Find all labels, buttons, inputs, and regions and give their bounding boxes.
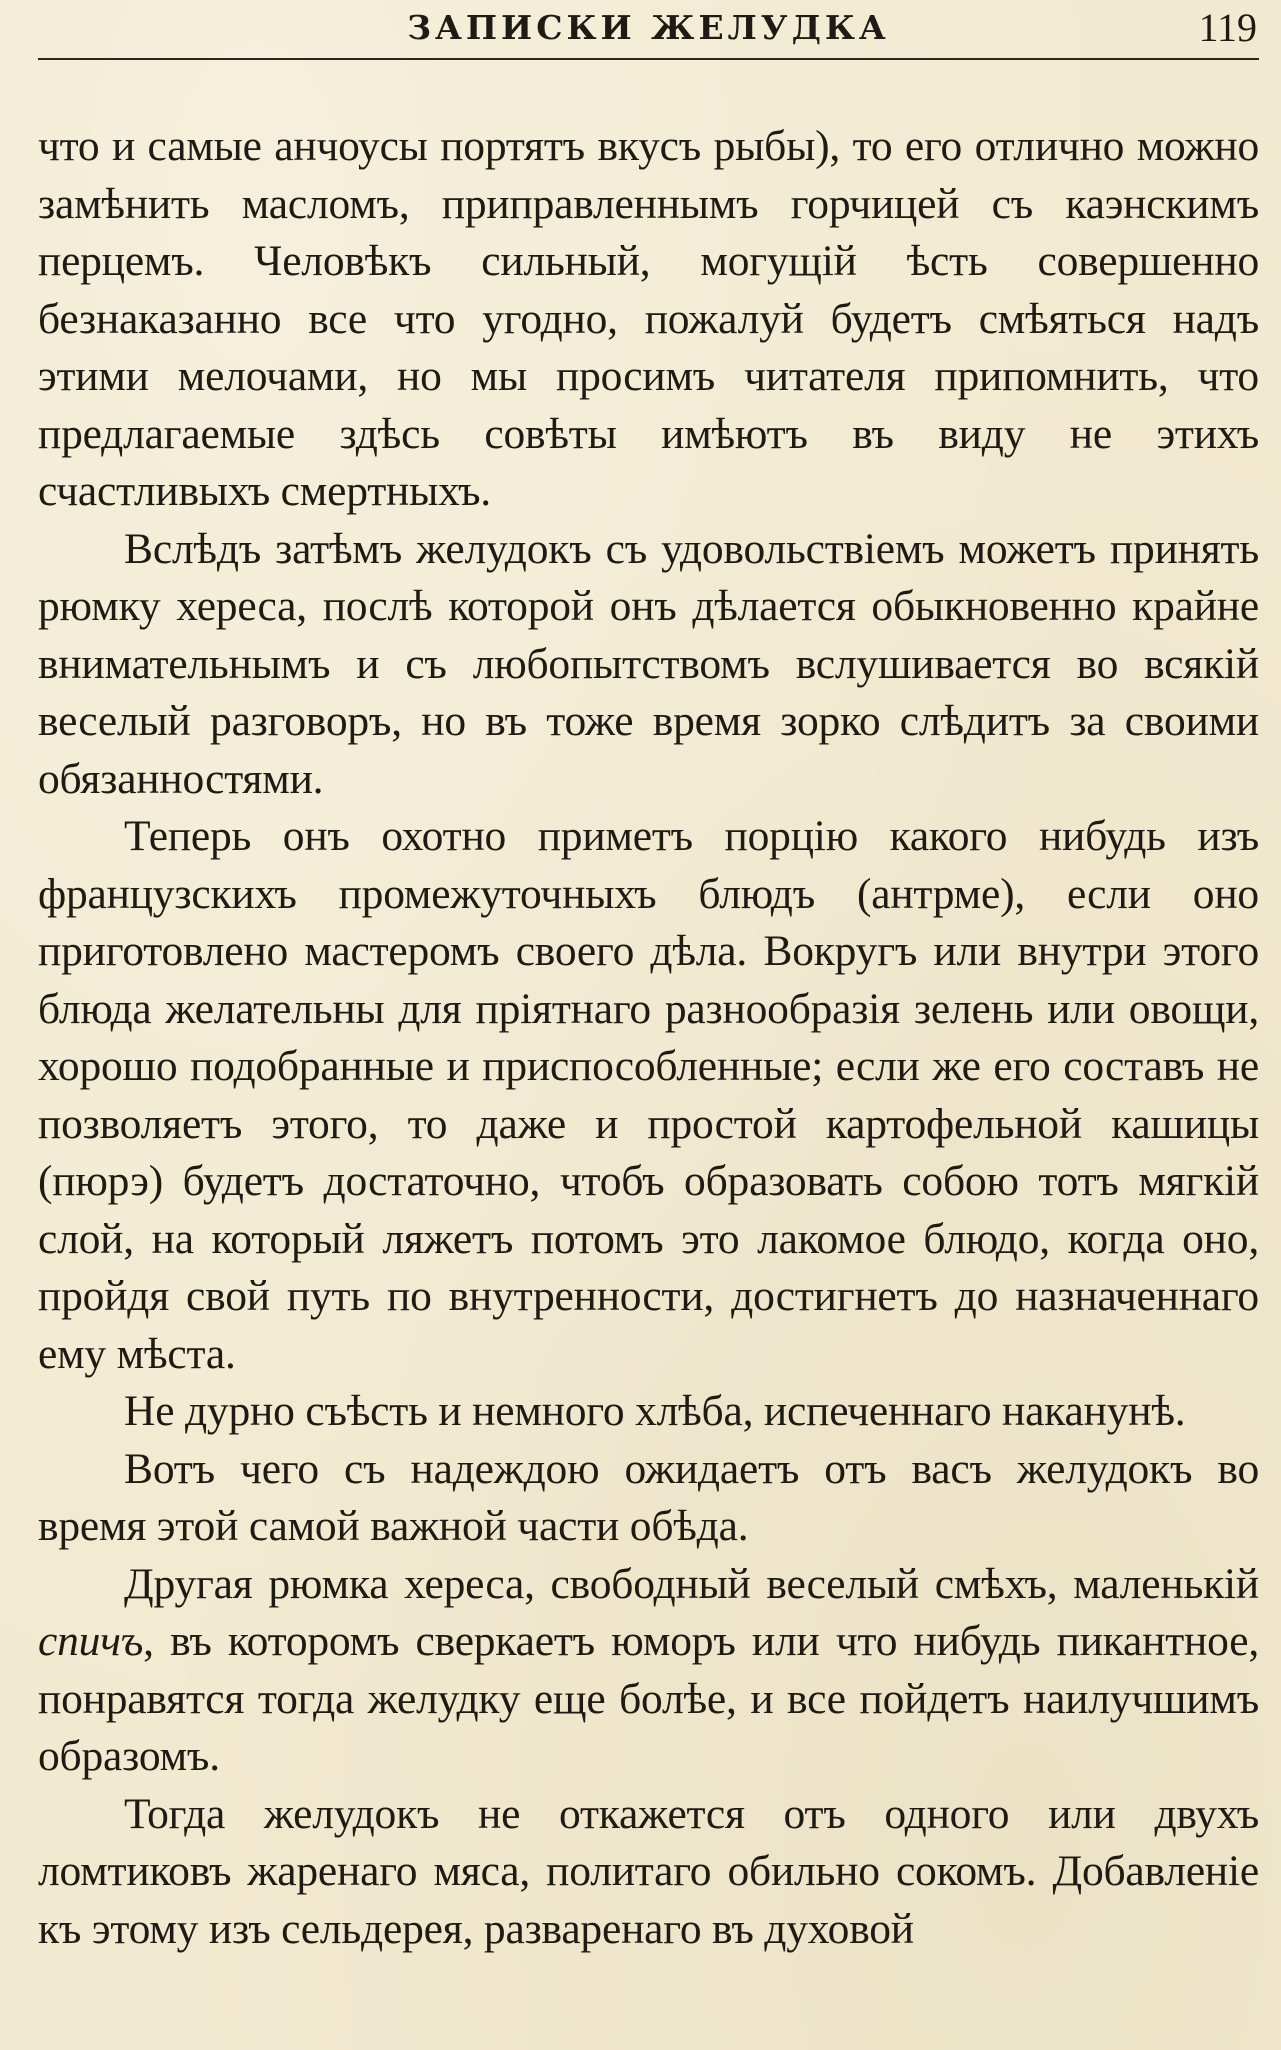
paragraph-3: Теперь онъ охотно приметъ порцію какого нибудь изъ французскихъ промежуточныхъ блюдъ (антрме), если оно приготовлено мастеромъ своего дѣла. Вокругъ или внутри этого блюда желательны для пріятнаго разнообразія зелень или овощи, хорошо подобранные и приспособленные; если же его составъ не позволяетъ этого, то даже и простой картофельной кашицы (пюрэ) будетъ достаточно, чтобъ образовать собою тотъ мягкій слой, на который ляжетъ потомъ это лакомое блюдо, когда оно, пройдя свой путь по внутренности, достигнетъ до назначеннаго ему мѣста. (38, 812, 1259, 1378)
paragraph-2: Вслѣдъ затѣмъ желудокъ съ удовольствіемъ можетъ принять рюмку хереса, послѣ которой онъ дѣлается обыкновенно крайне внимательнымъ и съ любопытствомъ вслушивается во всякій веселый разговоръ, но въ тоже время зорко слѣдитъ за своими обязанностями. (38, 524, 1259, 803)
paragraph-6-text-after: , въ которомъ сверкаетъ юморъ или что нибудь пикантное, понравятся тогда желудку еще болѣе, и все пойдетъ наилучшимъ образомъ. (38, 1617, 1259, 1780)
paragraph-6-text-before: Другая рюмка хереса, свободный веселый смѣхъ, маленькій (124, 1559, 1259, 1608)
paragraph-1: что и самые анчоусы портятъ вкусъ рыбы), то его отлично можно замѣнить масломъ, приправленнымъ горчицей съ каэнскимъ перцемъ. Человѣкъ сильный, могущій ѣсть совершенно безнаказанно все что угодно, пожалуй будетъ смѣяться надъ этими мелочами, но мы просимъ читателя припомнить, что предлагаемые здѣсь совѣты имѣютъ въ виду не этихъ счастливыхъ смертныхъ. (38, 122, 1259, 515)
page-number: 119 (1198, 5, 1257, 50)
running-title: ЗАПИСКИ ЖЕЛУДКА (407, 8, 890, 47)
header-rule (38, 58, 1259, 60)
paragraph-7: Тогда желудокъ не откажется отъ одного или двухъ ломтиковъ жаренаго мяса, политаго обильно сокомъ. Добавленіе къ этому изъ сельдерея, разваренаго въ духовой (38, 1789, 1259, 1953)
paragraph-5: Вотъ чего съ надеждою ожидаетъ отъ васъ желудокъ во время этой самой важной части обѣда. (38, 1444, 1259, 1550)
italic-word: спичъ (38, 1617, 144, 1665)
page-header (38, 0, 1259, 62)
paragraph-4: Не дурно съѣсть и немного хлѣба, испеченнаго наканунѣ. (124, 1387, 1186, 1435)
paragraph-6 (38, 1556, 1259, 1786)
body-text (38, 62, 1259, 1958)
